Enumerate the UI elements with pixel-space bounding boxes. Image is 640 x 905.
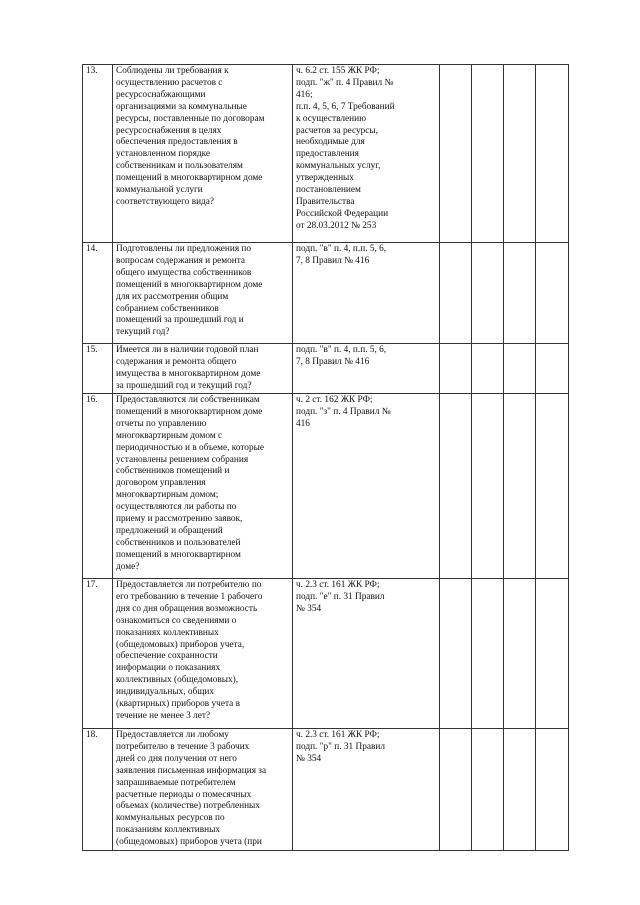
answer-cell (504, 729, 536, 851)
row-question: Соблюдены ли требования к осуществлению расчетов с ресурсоснабжающими организациями за коммунальные ресурсы, поставленные по договорам ресурсоснабжения в целях обеспечения предоставления в установленном порядке собственникам и пользователям помещений в многоквартирном доме коммунальной услуги соответствующего вида? (113, 65, 293, 243)
answer-cell (472, 394, 504, 579)
row-question: Подготовлены ли предложения по вопросам содержания и ремонта общего имущества собственников помещений в многоквартирном доме для их рассмотрения общим собранием собственников помещений за прошедший год и текущий год? (113, 243, 293, 344)
answer-cell (440, 579, 472, 729)
row-question: Предоставляется ли потребителю по его требованию в течение 1 рабочего дня со дня обращения возможность ознакомиться со сведениями о показаниях коллективных (общедомовых) приборов учета, обеспечение сохранности информации о показаниях коллективных (общедомовых), индивидуальных, общих (квартирных) приборов учета в течение не менее 3 лет? (113, 579, 293, 729)
answer-cell (440, 394, 472, 579)
answer-cell (536, 65, 569, 243)
answer-cell (504, 394, 536, 579)
answer-cell (472, 579, 504, 729)
row-number: 14. (83, 243, 113, 344)
answer-cell (472, 65, 504, 243)
row-number: 16. (83, 394, 113, 579)
answer-cell (504, 65, 536, 243)
answer-cell (440, 65, 472, 243)
answer-cell (536, 579, 569, 729)
answer-cell (504, 243, 536, 344)
answer-cell (536, 243, 569, 344)
table-row (83, 579, 569, 729)
answer-cell (472, 243, 504, 344)
answer-cell (504, 344, 536, 394)
answer-cell (472, 344, 504, 394)
row-number: 18. (83, 729, 113, 851)
answer-cell (440, 729, 472, 851)
row-number: 13. (83, 65, 113, 243)
answer-cell (504, 579, 536, 729)
row-reference: ч. 2 ст. 162 ЖК РФ; подп. "з" п. 4 Правил № 416 (293, 394, 440, 579)
row-question: Предоставляются ли собственникам помещений в многоквартирном доме отчеты по управлению многоквартирным домом с периодичностью и в объеме, которые установлены решением собрания собственников помещений и договором управления многоквартирным домом; осуществляются ли работы по приему и рассмотрению заявок, предложений и обращений собственников и пользователей помещений в многоквартирном доме? (113, 394, 293, 579)
table-row (83, 729, 569, 851)
table-row (83, 394, 569, 579)
answer-cell (536, 394, 569, 579)
table-row (83, 65, 569, 243)
answer-cell (472, 729, 504, 851)
table-row (83, 344, 569, 394)
row-reference: подп. "в" п. 4, п.п. 5, 6, 7, 8 Правил № 416 (293, 344, 440, 394)
table-row (83, 243, 569, 344)
row-reference: подп. "в" п. 4, п.п. 5, 6, 7, 8 Правил № 416 (293, 243, 440, 344)
row-reference: ч. 2.3 ст. 161 ЖК РФ; подп. "р" п. 31 Правил № 354 (293, 729, 440, 851)
answer-cell (440, 243, 472, 344)
answer-cell (440, 344, 472, 394)
checklist-table (82, 64, 569, 851)
row-question: Предоставляется ли любому потребителю в течение 3 рабочих дней со дня получения от него заявления письменная информация за запрашиваемые потребителем расчетные периоды о помесячных объемах (количестве) потребленных коммунальных ресурсов по показаниям коллективных (общедомовых) приборов учета (при (113, 729, 293, 851)
row-number: 17. (83, 579, 113, 729)
answer-cell (536, 729, 569, 851)
row-reference: ч. 6.2 ст. 155 ЖК РФ; подп. "ж" п. 4 Правил № 416; п.п. 4, 5, 6, 7 Требований к осуществлению расчетов за ресурсы, необходимые для предоставления коммунальных услуг, утвержденных постановлением Правительства Российской Федерации от 28.03.2012 № 253 (293, 65, 440, 243)
row-reference: ч. 2.3 ст. 161 ЖК РФ; подп. "е" п. 31 Правил № 354 (293, 579, 440, 729)
row-question: Имеется ли в наличии годовой план содержания и ремонта общего имущества в многоквартирном доме за прошедший год и текущий год? (113, 344, 293, 394)
row-number: 15. (83, 344, 113, 394)
answer-cell (536, 344, 569, 394)
